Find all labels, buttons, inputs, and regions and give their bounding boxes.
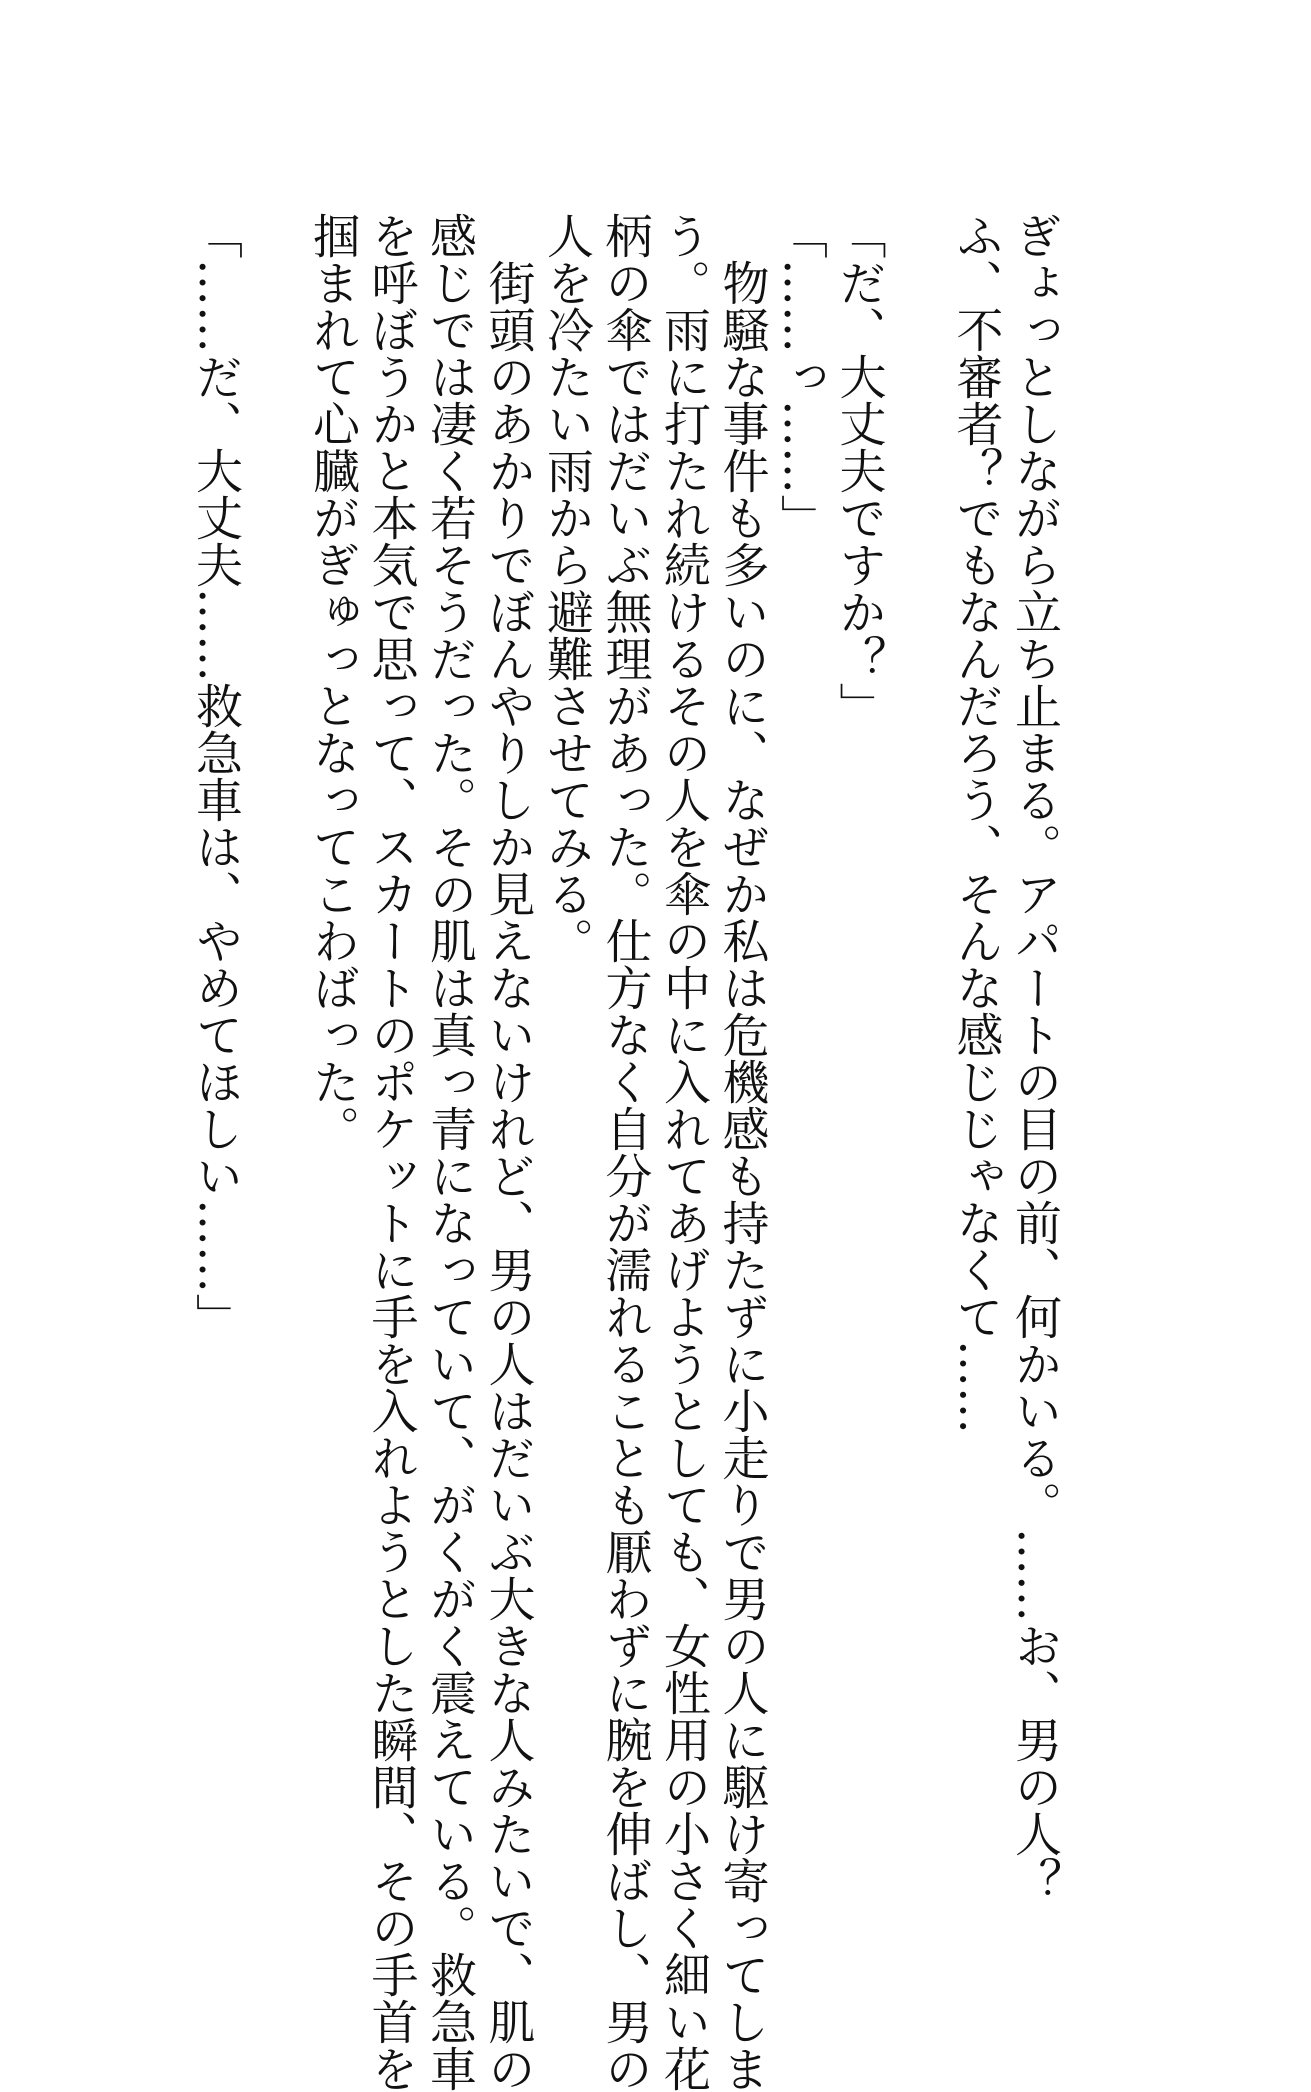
text-line: 感じでは凄く若そうだった。その肌は真っ青になっていて、がくがく震えている。救急車 [422, 212, 477, 2092]
text-line: ふ、不審者？でもなんだろう、そんな感じじゃなくて…… [948, 212, 1004, 1434]
text-line: 掴まれて心臓がぎゅっとなってこわばった。 [305, 212, 360, 1152]
text-line: 柄の傘ではだいぶ無理があった。仕方なく自分が濡れることも厭わずに腕を伸ばし、男の [597, 212, 653, 2092]
text-line: 街頭のあかりでぼんやりしか見えないけれど、男の人はだいぶ大きな人みたいで、肌の [480, 212, 536, 2092]
text-line: う。雨に打たれ続けるその人を傘の中に入れてあげようとしても、女性用の小さく細い花 [656, 212, 711, 2092]
vertical-text-block [186, 212, 1064, 2092]
blank-line [244, 212, 303, 1622]
dialogue-line: 「だ、大丈夫ですか？」 [831, 212, 887, 729]
text-line: を呼ぼうかと本気で思って、スカートのポケットに手を入れようとした瞬間、その手首を [363, 212, 419, 2092]
blank-line [888, 212, 947, 1622]
text-line: 物騒な事件も多いのに、なぜか私は危機感も持たずに小走りで男の人に駆け寄ってしま [714, 212, 770, 2092]
text-line: ぎょっとしながら立ち止まる。アパートの目の前、何かいる。……お、男の人？ [1007, 212, 1062, 1904]
dialogue-line: 「……っ……」 [773, 212, 828, 541]
dialogue-line: 「……だ、大丈夫……救急車は、やめてほしい……」 [188, 212, 243, 1340]
text-line: 人を冷たい雨から避難させてみる。 [539, 212, 594, 964]
